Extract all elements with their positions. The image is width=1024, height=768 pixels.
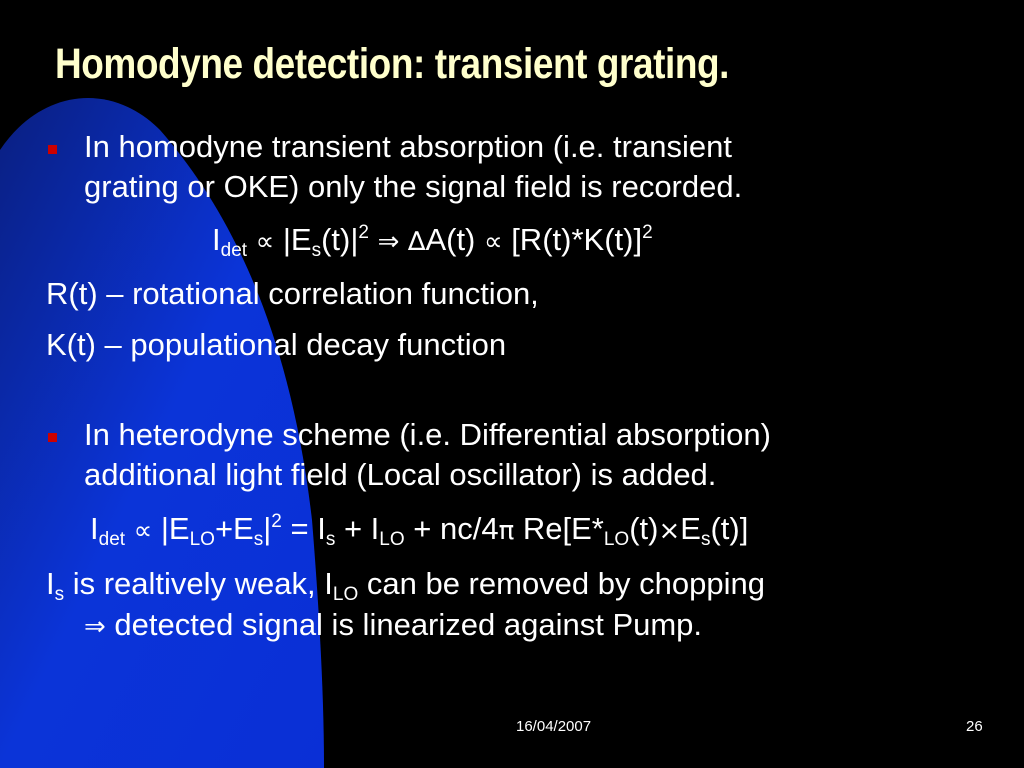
bullet-marker bbox=[48, 145, 57, 154]
bullet-2-line-2: additional light field (Local oscillator) is added. bbox=[84, 457, 717, 492]
eq2-LO2: LO bbox=[379, 529, 405, 550]
eq2-LO: LO bbox=[189, 529, 215, 550]
bullet-1-line-2: grating or OKE) only the signal field is recorded. bbox=[84, 169, 743, 204]
eq1-t: (t)| bbox=[321, 222, 359, 257]
weak-text3: detected signal is linearized against Pump. bbox=[105, 607, 703, 642]
eq2-s3: s bbox=[700, 529, 711, 550]
eq1-s: s bbox=[311, 240, 322, 261]
eq1-det: det bbox=[220, 240, 248, 261]
eq2-t1: (t) bbox=[629, 511, 659, 546]
weak-signal-line-2 bbox=[84, 606, 702, 646]
equation-heterodyne bbox=[90, 510, 748, 550]
eq2-plusE: +E bbox=[214, 511, 254, 546]
weak-text2: can be removed by chopping bbox=[358, 566, 765, 601]
eq2-sq: 2 bbox=[271, 511, 282, 532]
eq1-A: A(t) bbox=[425, 222, 484, 257]
eq2-bar: | bbox=[263, 511, 272, 546]
eq2-eq: = I bbox=[281, 511, 326, 546]
eq2-s2: s bbox=[325, 529, 336, 550]
pi-symbol: π bbox=[498, 516, 515, 546]
eq2-LO3: LO bbox=[603, 529, 630, 550]
eq2-plusI: + I bbox=[335, 511, 380, 546]
proportional-symbol: ∝ bbox=[255, 227, 275, 257]
bullet-2-line-1: In heterodyne scheme (i.e. Differential absorption) bbox=[84, 417, 771, 452]
slide-number: 26 bbox=[966, 718, 983, 735]
eq2-E: E bbox=[680, 511, 701, 546]
eq2-I: I bbox=[90, 511, 99, 546]
eq2-re: Re[E* bbox=[514, 511, 604, 546]
rt-definition: R(t) – rotational correlation function, bbox=[46, 276, 539, 311]
eq2-t2: (t)] bbox=[710, 511, 749, 546]
eq1-I: I bbox=[212, 222, 221, 257]
weak-LO: LO bbox=[332, 584, 359, 605]
slide-title: Homodyne detection: transient grating. bbox=[55, 40, 730, 88]
proportional-symbol: ∝ bbox=[484, 227, 503, 257]
eq1-sq2: 2 bbox=[642, 222, 653, 243]
bullet-1-line-1: In homodyne transient absorption (i.e. transient bbox=[84, 129, 732, 164]
delta-symbol: ∆ bbox=[408, 227, 426, 257]
kt-definition: K(t) – populational decay function bbox=[46, 327, 507, 362]
times-symbol: × bbox=[658, 516, 681, 546]
eq1-absE: |E bbox=[274, 222, 312, 257]
weak-text1: is realtively weak, I bbox=[64, 566, 333, 601]
eq1-sq: 2 bbox=[358, 222, 369, 243]
equation-homodyne bbox=[212, 221, 653, 261]
weak-I: I bbox=[46, 566, 55, 601]
eq2-absE: |E bbox=[152, 511, 190, 546]
eq2-det: det bbox=[98, 529, 126, 550]
bullet-marker bbox=[48, 433, 57, 442]
weak-signal-line-1 bbox=[46, 565, 765, 603]
implies-symbol: ⇒ bbox=[377, 227, 400, 257]
weak-s: s bbox=[54, 584, 65, 605]
eq2-nc: + nc/4 bbox=[404, 511, 499, 546]
eq2-s: s bbox=[253, 529, 264, 550]
eq1-bracket: [R(t)*K(t)] bbox=[502, 222, 643, 257]
proportional-symbol: ∝ bbox=[133, 516, 153, 546]
implies-symbol: ⇒ bbox=[84, 612, 106, 642]
footer-date: 16/04/2007 bbox=[516, 718, 592, 735]
